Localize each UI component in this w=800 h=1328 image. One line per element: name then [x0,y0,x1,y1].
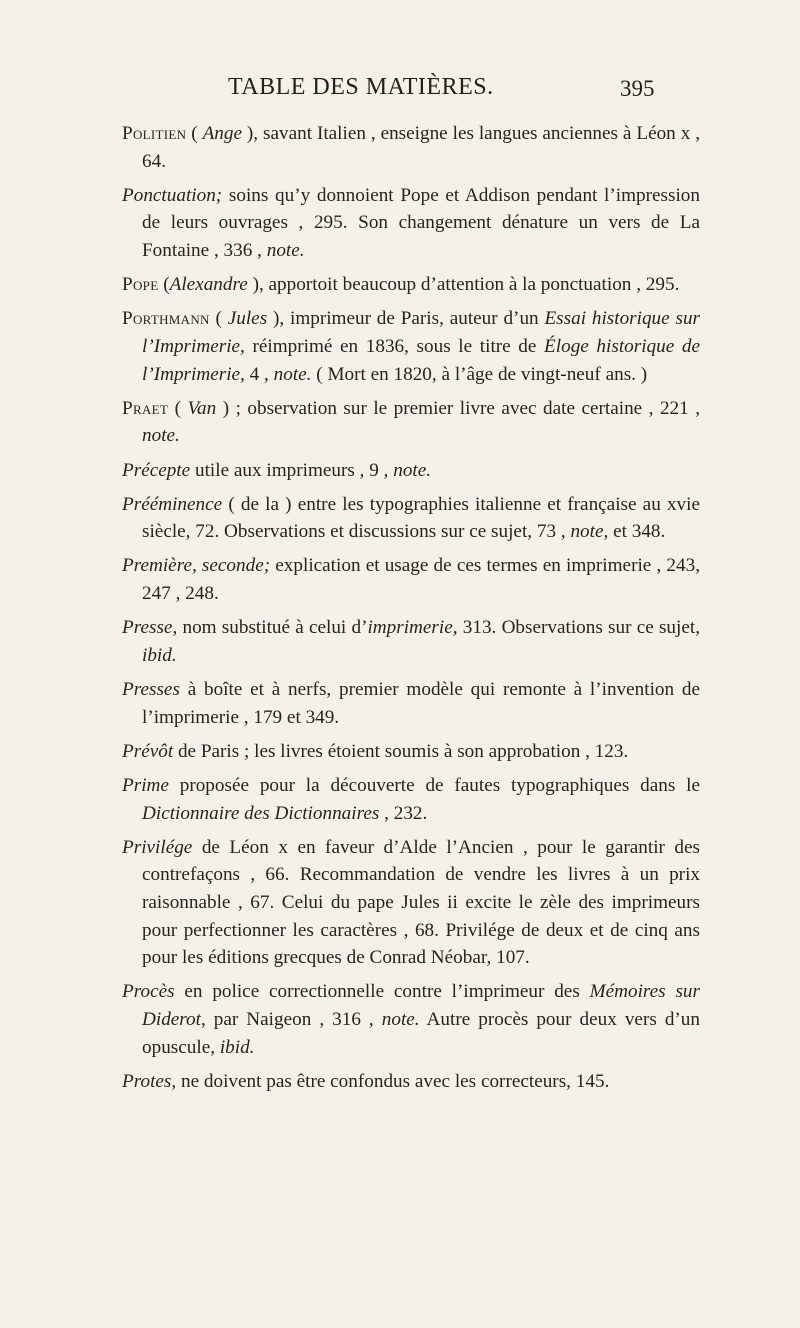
entry-text: note. [273,363,312,385]
entry-text: ( de la ) entre les typographies italienne et française au xvie siècle, 72. Observations et discussions sur ce sujet, 73 , [142,493,700,543]
entry-text: soins qu’y donnoient Pope et Addison pendant l’impression de leurs ouvrages , 295. Son changement dénature un vers de La Fontaine , 336 , [142,184,700,261]
index-entry [122,457,700,485]
entry-text: Alexandre [169,274,248,296]
entry-text: et 348. [608,521,666,543]
index-entry [122,182,700,265]
entry-text: Essai historique sur l’Imprimerie, [142,308,701,357]
entry-text: proposée pour la découverte de fautes typographiques dans le [168,775,700,796]
entry-text: note. [381,1008,420,1030]
index-entry [122,305,700,388]
index-entry [122,738,700,766]
entry-text: ) ; observation sur le premier livre avec date certaine , 221 , [216,397,700,419]
page-header [0,74,800,108]
index-entry [122,271,700,299]
entry-headword: Prévôt [122,740,174,762]
entry-text: Éloge historique de l’Imprimerie, [142,335,700,385]
index-entry [122,676,700,731]
entry-text: de Léon x en faveur d’Alde l’Ancien , pour le garantir des contrefaçons , 66. Recommandation de vendre les livres à un prix raisonnable , 67. Celui du pape Jules ii excite le zèle des imprimeurs pour perfectionner les caractères , 68. Privilége de deux et de cinq ans pour les éditions grecques de Conrad Néobar, 107. [142,836,700,969]
entry-text: 4 , [244,363,274,385]
entry-text: note. [142,425,180,447]
entry-text: , par Naigeon , 316 , [200,1008,382,1030]
entry-text: en police correctionnelle contre l’imprimeur des [174,981,590,1003]
index-entry [122,614,700,669]
entry-text: ne doivent pas être confondus avec les correcteurs, 145. [176,1070,610,1092]
entry-text: explication et usage de ces termes en imprimerie , 243, 247 , 248. [142,555,700,605]
entry-headword: Pope [122,274,159,296]
index-entries [122,120,700,1102]
entry-text: ), apportoit beaucoup d’attention à la ponctuation , 295. [247,274,680,296]
entry-headword: Précepte [122,459,191,481]
entry-text: ( [168,397,188,419]
entry-headword: Presse, [122,617,178,639]
entry-headword: Praet [122,397,169,419]
entry-text: note. [393,459,432,481]
entry-text: Van [187,397,217,419]
entry-text: ( [158,274,170,296]
entry-text: Ange [202,123,242,144]
index-entry [122,978,700,1061]
entry-text: note. [266,239,305,261]
entry-headword: Presses [122,679,180,701]
entry-text: Jules [227,308,268,330]
entry-text: Autre procès pour deux vers d’un opuscule, [142,1008,700,1058]
entry-headword: Protes, [122,1070,177,1092]
page-number: 395 [620,76,655,101]
entry-text: ), savant Italien , enseigne les langues anciennes à Léon x , 64. [142,123,700,172]
entry-headword: Procès [122,981,175,1003]
entry-headword: Première, seconde; [122,555,271,577]
entry-text: ), imprimeur de Paris, auteur d’un [267,308,545,330]
entry-text: ibid. [219,1036,255,1058]
entry-text: note, [570,521,609,543]
index-entry [122,552,700,607]
entry-text: ( [186,123,203,144]
index-entry [122,395,700,450]
entry-headword: Porthmann [122,308,210,330]
entry-text: ibid. [142,644,177,666]
entry-text: de Paris ; les livres étoient soumis à son approbation , 123. [173,740,629,762]
running-title: TABLE DES MATIÈRES. [228,74,494,100]
index-entry [122,772,700,827]
entry-headword: Privilége [122,836,193,858]
entry-text: nom substitué à celui d’ [177,617,368,639]
entry-headword: Prime [122,775,169,796]
entry-text: ( [209,308,228,330]
index-entry [122,120,700,175]
entry-headword: Prééminence [122,493,223,515]
index-entry [122,834,700,972]
entry-text: imprimerie, [367,617,458,639]
index-entry [122,491,700,546]
index-entry [122,1068,700,1096]
entry-text: , 232. [379,802,428,824]
entry-text: Mémoires sur Diderot [142,981,700,1030]
entry-text: réimprimé en 1836, sous le titre de [244,335,545,357]
entry-text: 313. Observations sur ce sujet, [457,617,700,639]
entry-headword: Politien [122,123,187,144]
entry-text: Dictionnaire des Dictionnaires [142,802,380,824]
entry-headword: Ponctuation; [122,184,223,206]
entry-text: utile aux imprimeurs , 9 , [190,459,394,481]
entry-text: ( Mort en 1820, à l’âge de vingt-neuf ans. ) [311,363,648,385]
entry-text: à boîte et à nerfs, premier modèle qui remonte à l’invention de l’imprimerie , 179 et 349. [142,679,700,728]
